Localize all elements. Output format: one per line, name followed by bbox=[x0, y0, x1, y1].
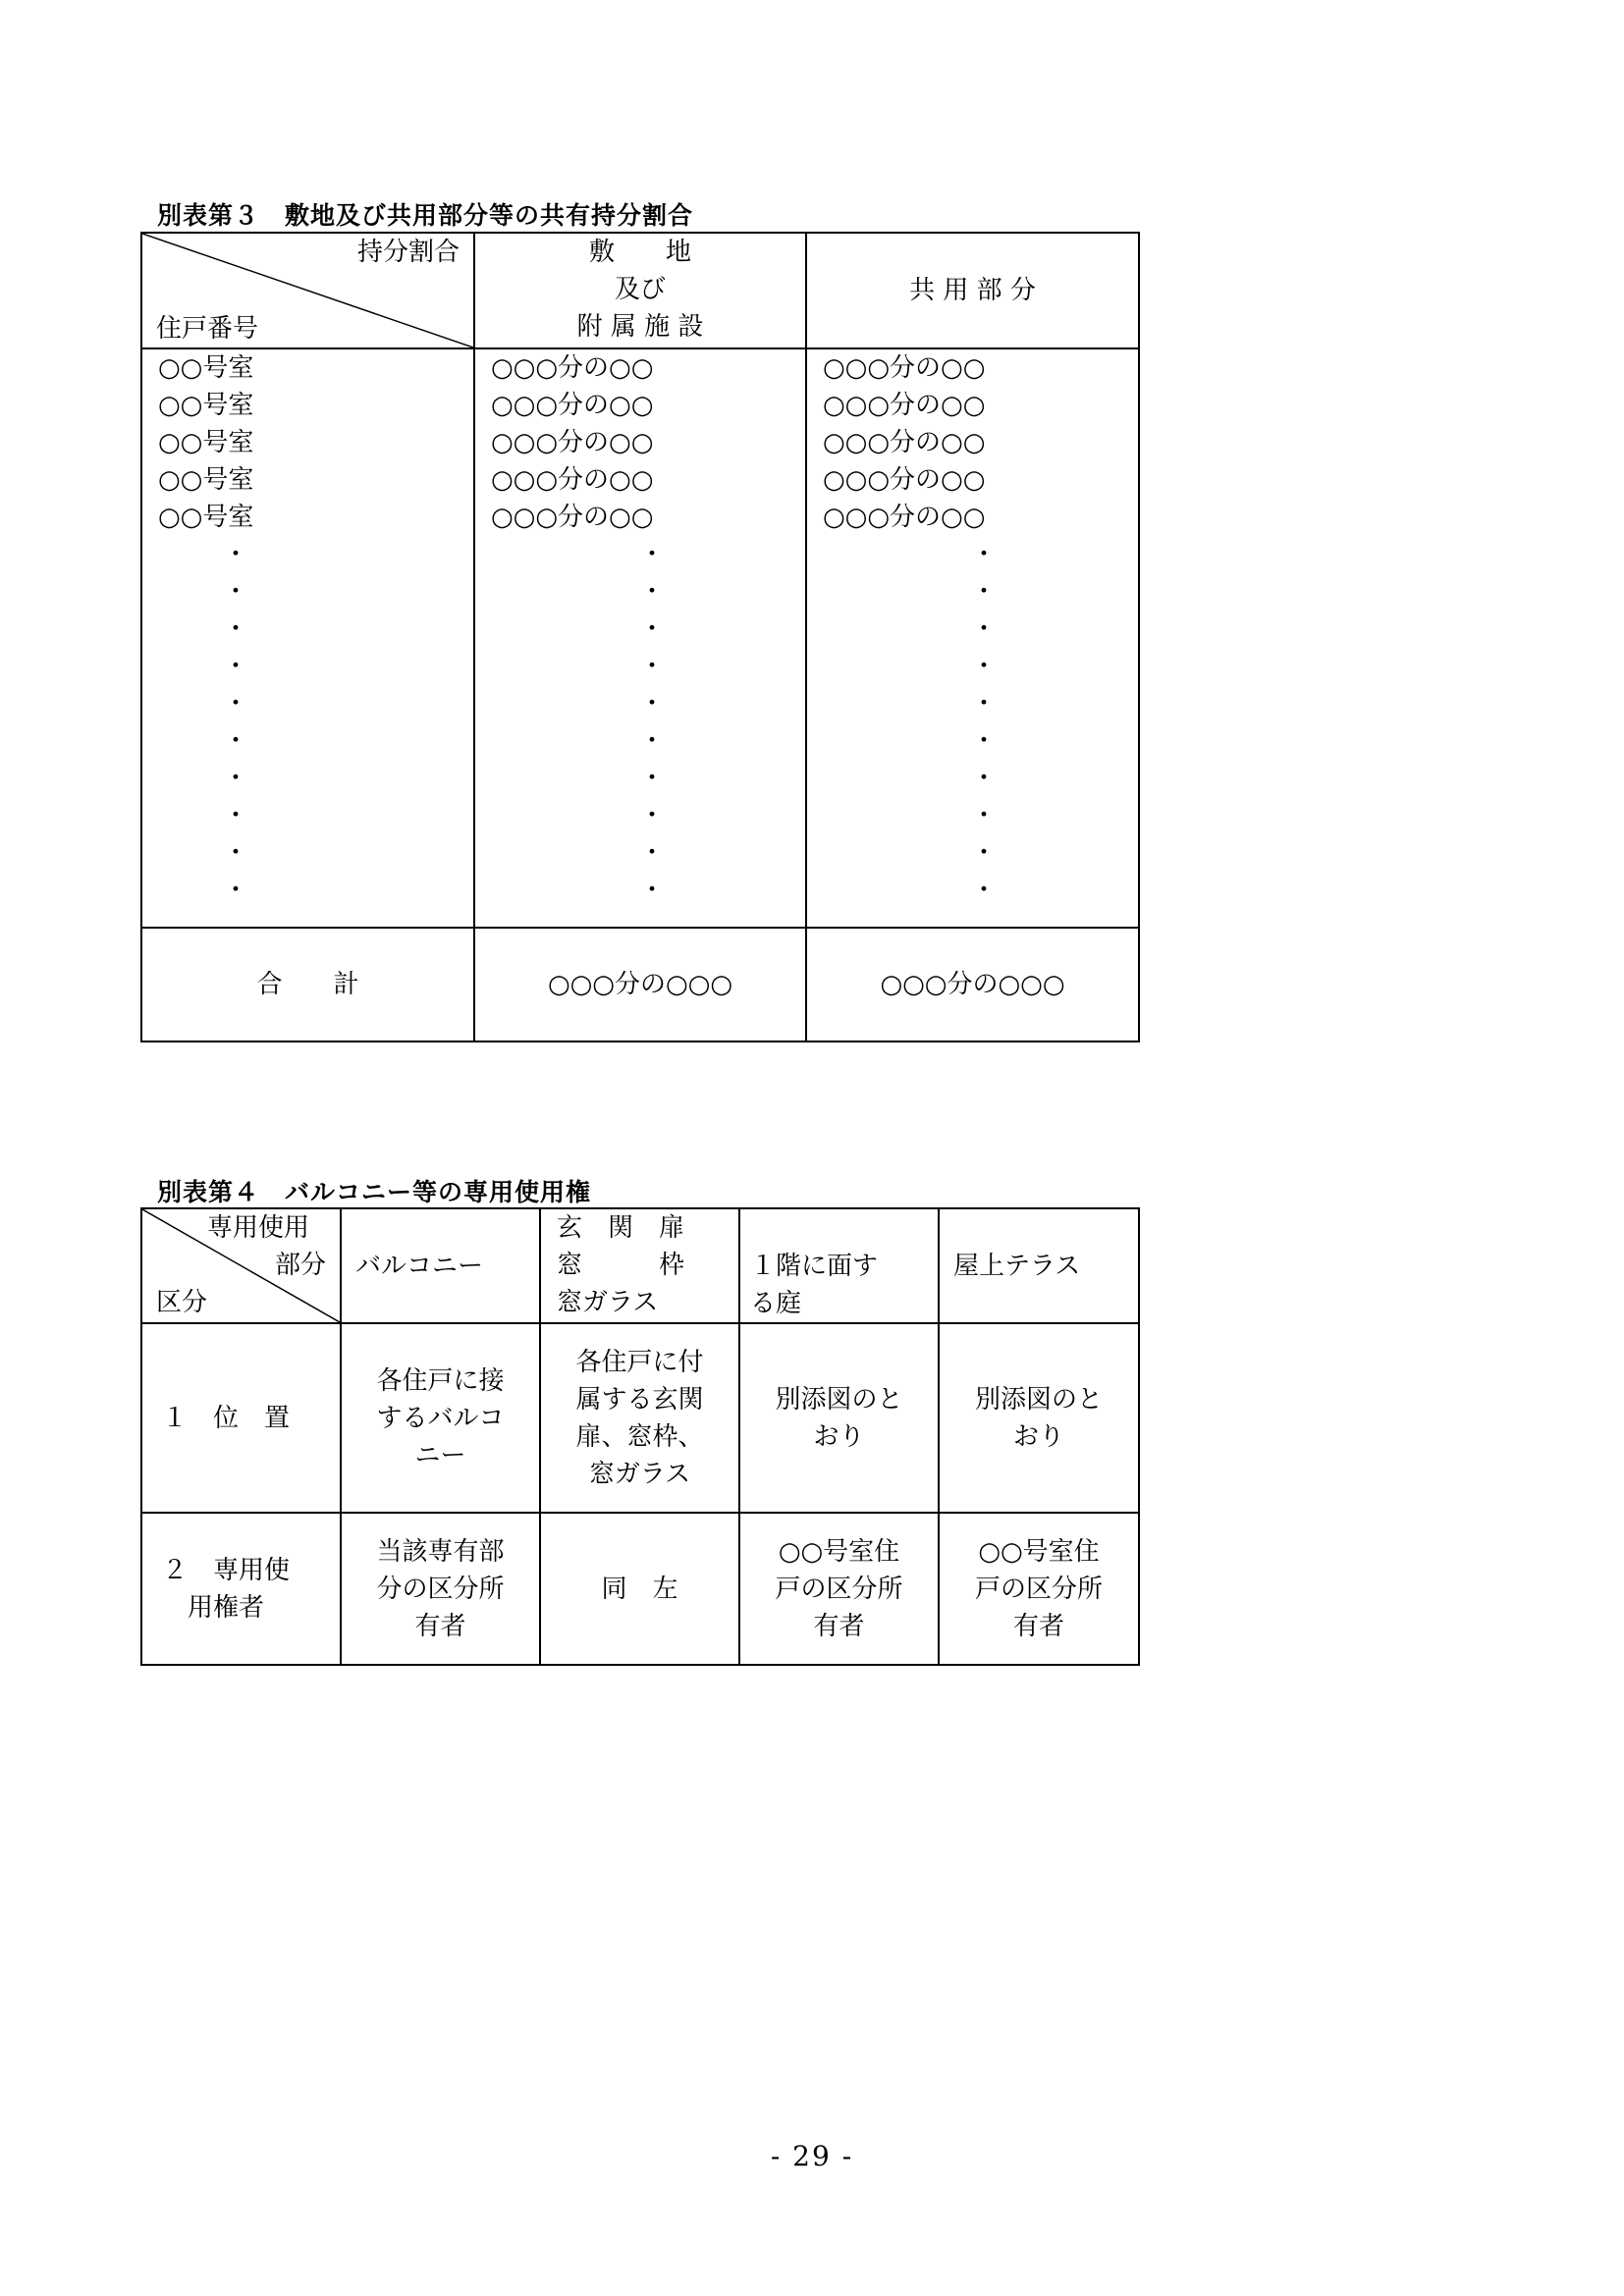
position-row-label: １ 位 置 bbox=[141, 1323, 341, 1513]
text-line: 有者 bbox=[813, 1611, 865, 1641]
text-line: おり bbox=[1012, 1421, 1064, 1452]
text-line: 各住戸に付 bbox=[575, 1347, 704, 1377]
text-line: ○○号室住 bbox=[778, 1536, 900, 1567]
unit-column bbox=[141, 348, 474, 928]
common-header: 共 用 部 分 bbox=[806, 233, 1139, 348]
dot: ・ bbox=[970, 876, 997, 905]
unit-row: ○○号室 bbox=[158, 465, 254, 495]
total-label: 合 計 bbox=[141, 928, 474, 1041]
dot: ・ bbox=[222, 577, 248, 607]
common-share-row: ○○○分の○○ bbox=[823, 391, 986, 420]
land-share-column bbox=[474, 348, 806, 928]
common-share-row: ○○○分の○○ bbox=[823, 465, 986, 495]
text-line: ニー bbox=[414, 1440, 466, 1470]
common-share-column bbox=[806, 348, 1139, 928]
text-line: ２ 専用使 bbox=[162, 1555, 291, 1585]
dot: ・ bbox=[638, 876, 665, 905]
garden-header-line-2: る庭 bbox=[750, 1288, 802, 1318]
garden-position bbox=[739, 1323, 939, 1513]
garden-user bbox=[739, 1513, 939, 1665]
corner-top-label: 持分割合 bbox=[356, 238, 460, 267]
land-header-line-3: 附 属 施 設 bbox=[576, 312, 704, 342]
common-share-row: ○○○分の○○ bbox=[823, 503, 986, 532]
exclusive-use-table bbox=[140, 1207, 1140, 1666]
dot: ・ bbox=[222, 801, 248, 830]
balcony-user bbox=[341, 1513, 540, 1665]
text-line: ○○号室住 bbox=[978, 1536, 1100, 1567]
dot: ・ bbox=[222, 540, 248, 569]
page-number: - 29 - bbox=[770, 2140, 854, 2172]
unit-row: ○○号室 bbox=[158, 503, 254, 532]
dot: ・ bbox=[222, 614, 248, 644]
corner-bottom-label: 住戸番号 bbox=[156, 314, 259, 344]
total-common-share: ○○○分の○○○ bbox=[806, 928, 1139, 1041]
entrance-position bbox=[540, 1323, 739, 1513]
text-line: するバルコ bbox=[376, 1403, 505, 1433]
entrance-header-line-3: 窓ガラス bbox=[557, 1288, 659, 1317]
unit-row: ○○号室 bbox=[158, 428, 254, 457]
text-line: 分の区分所 bbox=[376, 1574, 505, 1604]
unit-row: ○○号室 bbox=[158, 391, 254, 420]
corner-bottom-label: 区分 bbox=[156, 1288, 208, 1317]
continuation-dots bbox=[554, 536, 750, 909]
balcony-header: バルコニー bbox=[341, 1208, 540, 1323]
land-share-row: ○○○分の○○ bbox=[491, 428, 654, 457]
common-share-row: ○○○分の○○ bbox=[823, 353, 986, 383]
table4-title: 別表第４ バルコニー等の専用使用権 bbox=[157, 1178, 592, 1206]
text-line: 有者 bbox=[1012, 1611, 1064, 1641]
dot: ・ bbox=[638, 652, 665, 681]
text-line: 各住戸に接 bbox=[376, 1365, 505, 1396]
dot: ・ bbox=[638, 614, 665, 644]
garden-header bbox=[739, 1208, 939, 1323]
dot: ・ bbox=[970, 577, 997, 607]
dot: ・ bbox=[638, 726, 665, 756]
roof-user bbox=[939, 1513, 1139, 1665]
roof-header: 屋上テラス bbox=[939, 1208, 1139, 1323]
roof-position bbox=[939, 1323, 1139, 1513]
text-line: 別添図のと bbox=[974, 1384, 1103, 1415]
corner-top-label-1: 専用使用 bbox=[207, 1213, 310, 1243]
table4-corner-cell bbox=[141, 1208, 341, 1323]
land-share-row: ○○○分の○○ bbox=[491, 503, 654, 532]
text-line: 有者 bbox=[414, 1611, 466, 1641]
entrance-header-line-2: 窓 枠 bbox=[557, 1251, 685, 1280]
dot: ・ bbox=[638, 540, 665, 569]
text-line: 戸の区分所 bbox=[775, 1574, 903, 1604]
entrance-header bbox=[540, 1208, 739, 1323]
dot: ・ bbox=[970, 838, 997, 868]
dot: ・ bbox=[638, 764, 665, 793]
total-land-share: ○○○分の○○○ bbox=[474, 928, 806, 1041]
dot: ・ bbox=[970, 764, 997, 793]
balcony-position bbox=[341, 1323, 540, 1513]
dot: ・ bbox=[970, 614, 997, 644]
text-line: 用権者 bbox=[188, 1592, 265, 1623]
dot: ・ bbox=[970, 540, 997, 569]
land-header-line-2: 及び bbox=[614, 275, 666, 304]
dot: ・ bbox=[970, 652, 997, 681]
land-share-row: ○○○分の○○ bbox=[491, 465, 654, 495]
land-header-line-1: 敷 地 bbox=[588, 238, 691, 267]
land-header bbox=[474, 233, 806, 348]
entrance-header-line-1: 玄 関 扉 bbox=[557, 1213, 685, 1243]
dot: ・ bbox=[222, 838, 248, 868]
dot: ・ bbox=[638, 577, 665, 607]
dot: ・ bbox=[222, 689, 248, 719]
continuation-dots bbox=[886, 536, 1082, 909]
text-line: おり bbox=[813, 1421, 865, 1452]
dot: ・ bbox=[222, 764, 248, 793]
dot: ・ bbox=[970, 801, 997, 830]
text-line: 扉、窓枠、 bbox=[575, 1421, 704, 1452]
dot: ・ bbox=[222, 876, 248, 905]
table3-title: 別表第３ 敷地及び共用部分等の共有持分割合 bbox=[157, 201, 694, 230]
text-line: 当該専有部 bbox=[376, 1536, 505, 1567]
common-share-row: ○○○分の○○ bbox=[823, 428, 986, 457]
continuation-dots bbox=[162, 536, 309, 909]
text-line: 別添図のと bbox=[775, 1384, 903, 1415]
entrance-user: 同 左 bbox=[540, 1513, 739, 1665]
dot: ・ bbox=[222, 726, 248, 756]
garden-header-line-1: １階に面す bbox=[750, 1251, 879, 1281]
corner-top-label-2: 部分 bbox=[274, 1251, 326, 1280]
text-line: 属する玄関 bbox=[575, 1384, 704, 1415]
land-share-row: ○○○分の○○ bbox=[491, 353, 654, 383]
unit-row: ○○号室 bbox=[158, 353, 254, 383]
land-share-row: ○○○分の○○ bbox=[491, 391, 654, 420]
share-ratio-table bbox=[140, 232, 1140, 1042]
text-line: 窓ガラス bbox=[588, 1459, 691, 1489]
dot: ・ bbox=[638, 689, 665, 719]
dot: ・ bbox=[638, 838, 665, 868]
table3-corner-cell bbox=[141, 233, 474, 348]
text-line: 戸の区分所 bbox=[974, 1574, 1103, 1604]
dot: ・ bbox=[222, 652, 248, 681]
dot: ・ bbox=[970, 726, 997, 756]
dot: ・ bbox=[638, 801, 665, 830]
user-row-label bbox=[141, 1513, 341, 1665]
dot: ・ bbox=[970, 689, 997, 719]
